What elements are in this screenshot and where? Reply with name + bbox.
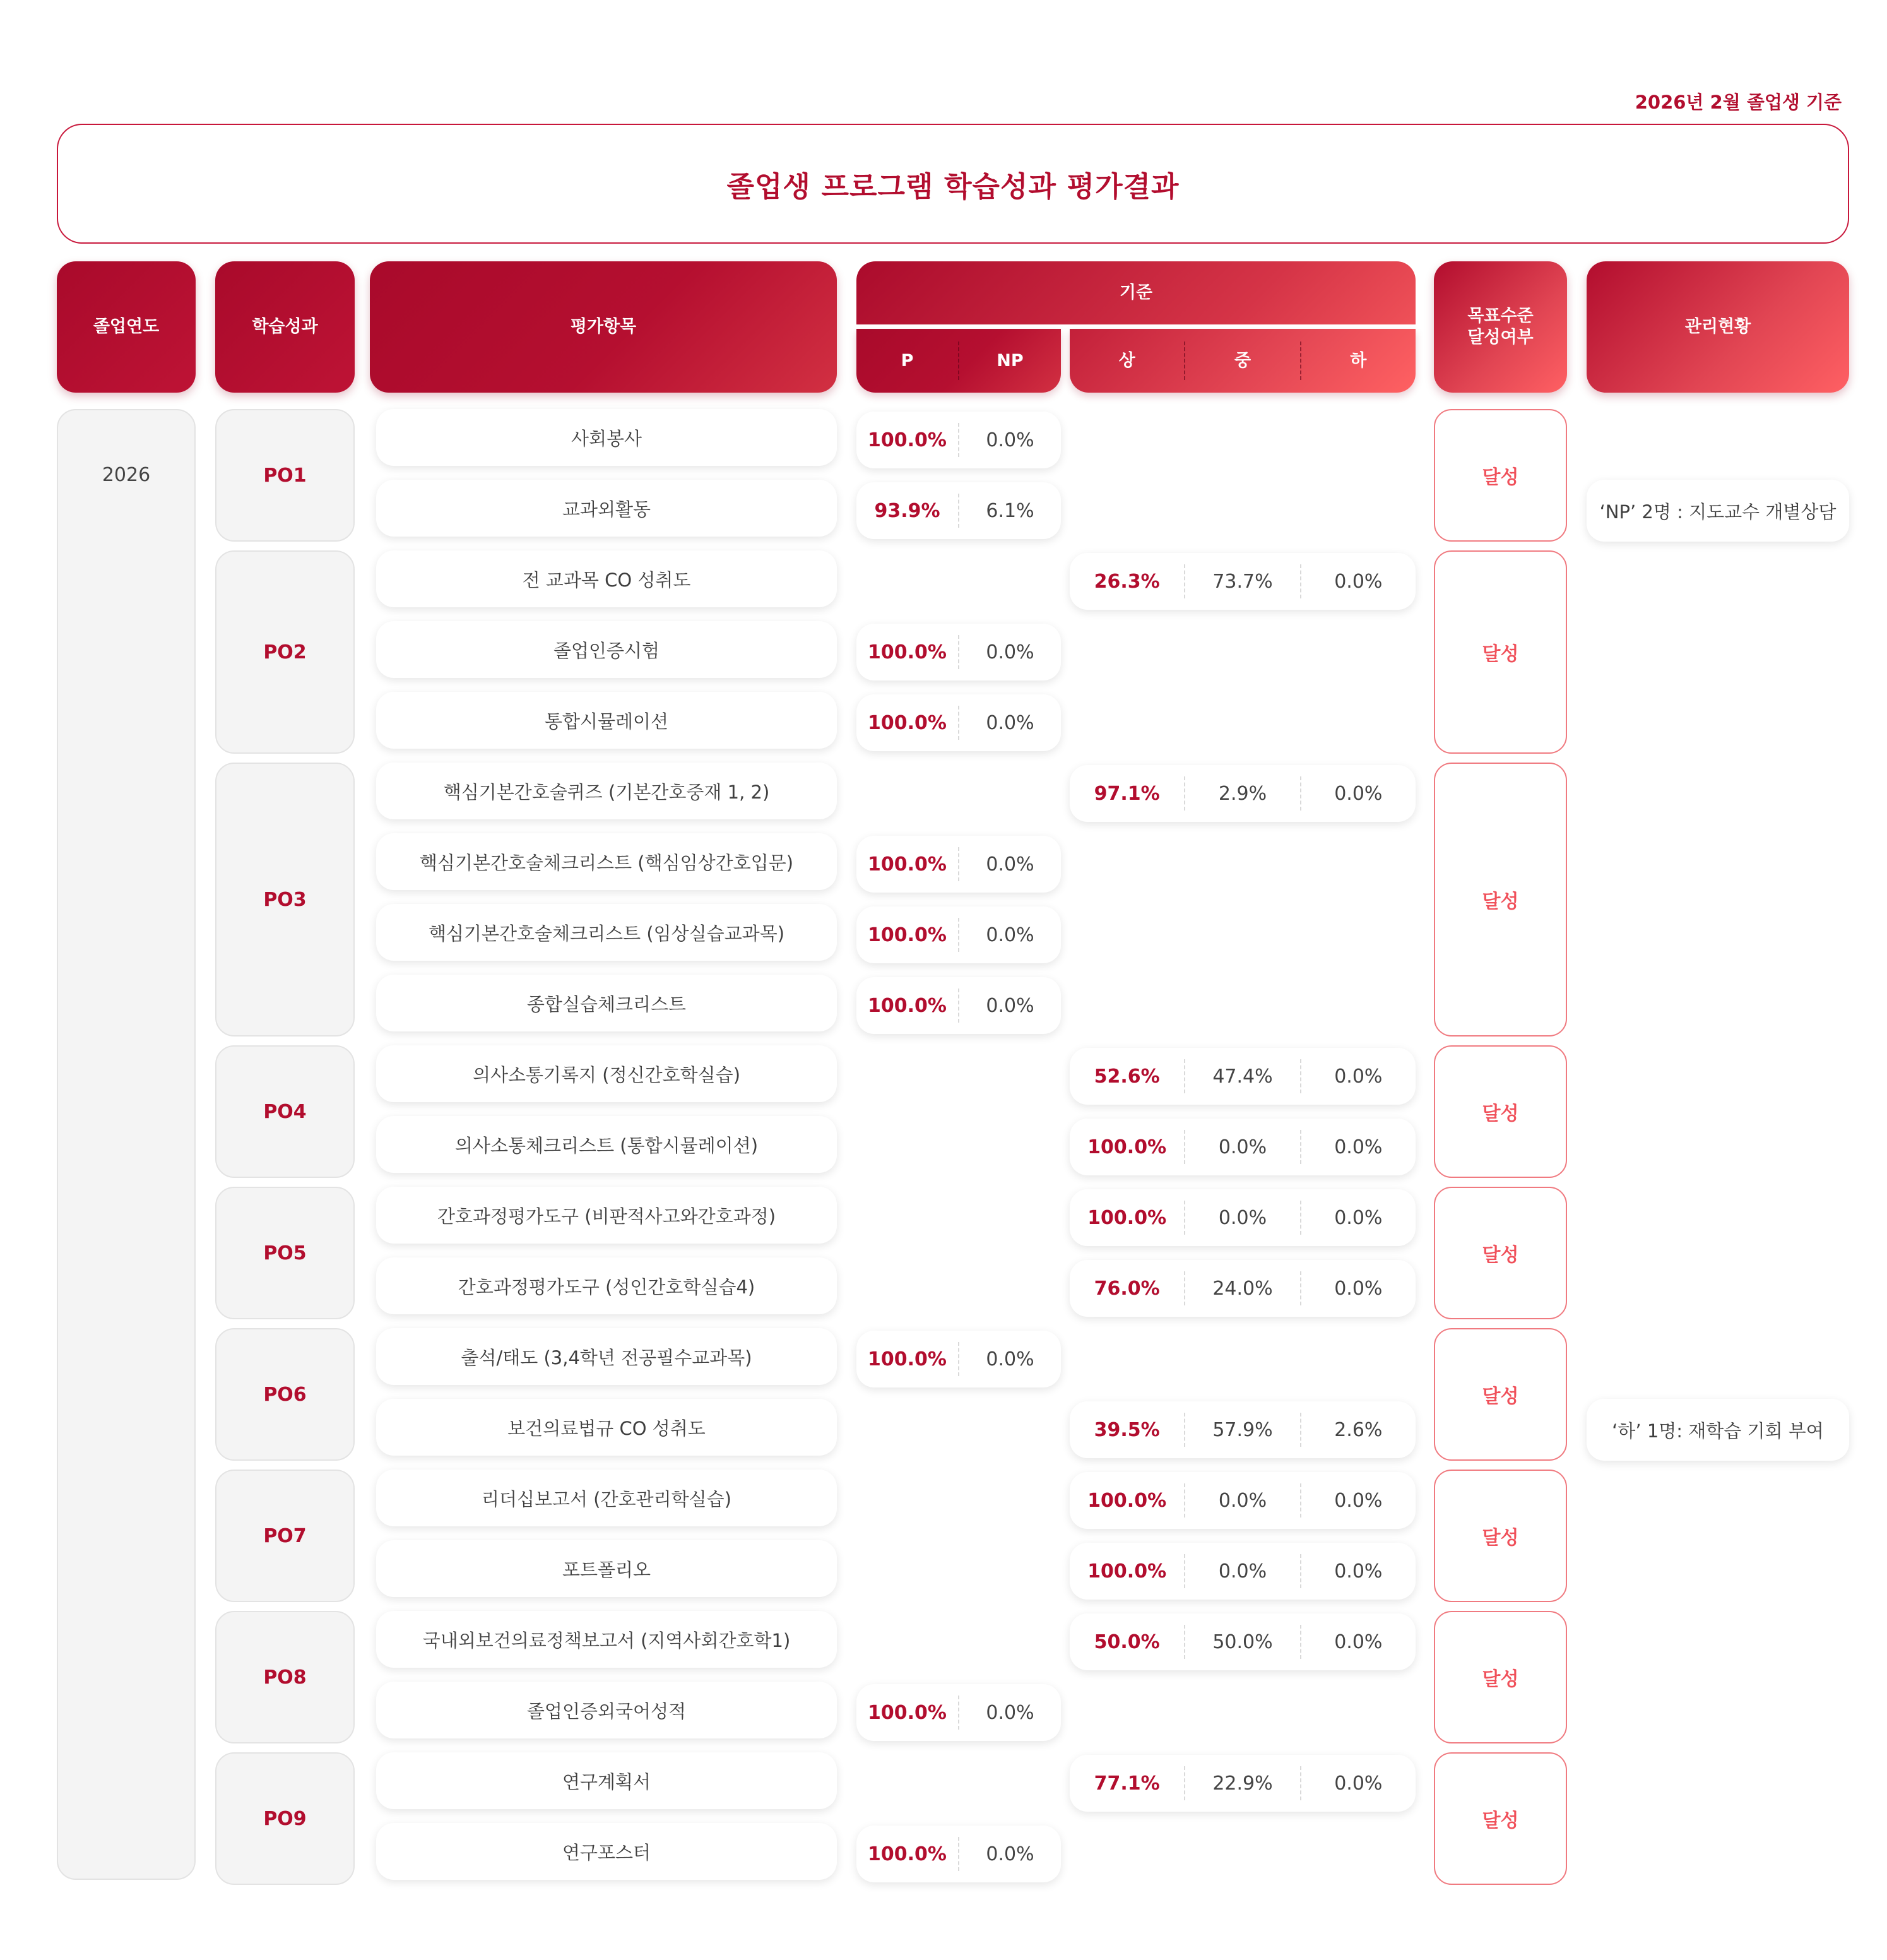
- high-rate: 100.0%: [1087, 1206, 1167, 1229]
- outcome-code-cell: PO3: [215, 763, 355, 1036]
- mid-rate: 0.0%: [1218, 1489, 1267, 1512]
- outcome-code-cell: PO9: [215, 1752, 355, 1885]
- achievement-status-cell: 달성: [1434, 409, 1567, 542]
- pnp-result-pill: [856, 412, 1061, 468]
- high-rate: 97.1%: [1094, 782, 1160, 805]
- header-outcome: 학습성과: [215, 261, 355, 393]
- low-rate: 0.0%: [1334, 1489, 1383, 1512]
- evaluation-item: 보건의료법규 CO 성취도: [376, 1399, 837, 1456]
- level-result-pill: [1070, 1189, 1416, 1246]
- evaluation-item: 핵심기본간호술퀴즈 (기본간호중재 1, 2): [376, 763, 837, 819]
- high-rate: 39.5%: [1094, 1418, 1160, 1441]
- achievement-status-cell: 달성: [1434, 1045, 1567, 1178]
- header-p: P: [901, 350, 914, 371]
- p-rate: 100.0%: [868, 1701, 947, 1724]
- mid-rate: 57.9%: [1212, 1418, 1273, 1441]
- np-rate: 6.1%: [986, 499, 1034, 522]
- pnp-result-pill: [856, 906, 1061, 963]
- high-rate: 52.6%: [1094, 1065, 1160, 1088]
- evaluation-item: 연구포스터: [376, 1823, 837, 1880]
- level-result-pill: [1070, 1260, 1416, 1317]
- evaluation-item: 의사소통기록지 (정신간호학실습): [376, 1045, 837, 1102]
- pnp-result-pill: [856, 1684, 1061, 1741]
- management-note: ‘하’ 1명: 재학습 기회 부여: [1587, 1399, 1849, 1461]
- mid-rate: 0.0%: [1218, 1560, 1267, 1583]
- np-rate: 0.0%: [986, 1348, 1034, 1370]
- evaluation-item: 교과외활동: [376, 480, 837, 537]
- evaluation-item: 졸업인증외국어성적: [376, 1682, 837, 1738]
- achievement-status-cell: 달성: [1434, 763, 1567, 1036]
- level-result-pill: [1070, 1472, 1416, 1529]
- high-rate: 100.0%: [1087, 1136, 1167, 1158]
- achievement-status-cell: 달성: [1434, 1187, 1567, 1319]
- outcome-code-cell: PO6: [215, 1328, 355, 1461]
- low-rate: 0.0%: [1334, 1560, 1383, 1583]
- pnp-result-pill: [856, 624, 1061, 680]
- np-rate: 0.0%: [986, 429, 1034, 451]
- high-rate: 77.1%: [1094, 1772, 1160, 1795]
- page-title: 졸업생 프로그램 학습성과 평가결과: [726, 169, 1180, 203]
- low-rate: 0.0%: [1334, 570, 1383, 593]
- low-rate: 0.0%: [1334, 782, 1383, 805]
- header-year: 졸업연도: [57, 261, 196, 393]
- achievement-status-cell: 달성: [1434, 1470, 1567, 1602]
- np-rate: 0.0%: [986, 641, 1034, 663]
- evaluation-item: 출석/태도 (3,4학년 전공필수교과목): [376, 1328, 837, 1385]
- outcome-code-cell: PO8: [215, 1611, 355, 1743]
- evaluation-item: 간호과정평가도구 (비판적사고와간호과정): [376, 1187, 837, 1244]
- low-rate: 0.0%: [1334, 1206, 1383, 1229]
- evaluation-item: 리더십보고서 (간호관리학실습): [376, 1470, 837, 1526]
- mid-rate: 47.4%: [1212, 1065, 1273, 1088]
- level-result-pill: [1070, 1755, 1416, 1812]
- np-rate: 0.0%: [986, 1701, 1034, 1724]
- level-result-pill: [1070, 1119, 1416, 1175]
- pnp-result-pill: [856, 1331, 1061, 1387]
- evaluation-item: 포트폴리오: [376, 1540, 837, 1597]
- achievement-status-cell: 달성: [1434, 1752, 1567, 1885]
- p-rate: 100.0%: [868, 1348, 947, 1370]
- pnp-result-pill: [856, 836, 1061, 893]
- np-rate: 0.0%: [986, 924, 1034, 946]
- p-rate: 100.0%: [868, 641, 947, 663]
- p-rate: 100.0%: [868, 924, 947, 946]
- level-result-pill: [1070, 765, 1416, 822]
- achievement-status-cell: 달성: [1434, 1611, 1567, 1743]
- achievement-status-cell: 달성: [1434, 1328, 1567, 1461]
- header-item: 평가항목: [370, 261, 837, 393]
- evaluation-item: 사회봉사: [376, 409, 837, 466]
- pnp-result-pill: [856, 1826, 1061, 1882]
- pnp-result-pill: [856, 482, 1061, 539]
- p-rate: 100.0%: [868, 1843, 947, 1865]
- low-rate: 0.0%: [1334, 1065, 1383, 1088]
- outcome-code-cell: PO4: [215, 1045, 355, 1178]
- low-rate: 0.0%: [1334, 1630, 1383, 1653]
- np-rate: 0.0%: [986, 711, 1034, 734]
- mid-rate: 0.0%: [1218, 1206, 1267, 1229]
- title-box: [57, 124, 1849, 244]
- header-target: 목표수준 달성여부: [1434, 261, 1567, 393]
- high-rate: 50.0%: [1094, 1630, 1160, 1653]
- level-result-pill: [1070, 1048, 1416, 1105]
- evaluation-item: 간호과정평가도구 (성인간호학실습4): [376, 1257, 837, 1314]
- pnp-result-pill: [856, 977, 1061, 1034]
- evaluation-item: 종합실습체크리스트: [376, 975, 837, 1031]
- evaluation-item: 졸업인증시험: [376, 621, 837, 678]
- np-rate: 0.0%: [986, 1843, 1034, 1865]
- high-rate: 100.0%: [1087, 1560, 1167, 1583]
- header-low: 하: [1350, 350, 1367, 371]
- p-rate: 100.0%: [868, 994, 947, 1017]
- np-rate: 0.0%: [986, 853, 1034, 876]
- header-high: 상: [1118, 350, 1135, 371]
- level-result-pill: [1070, 1613, 1416, 1670]
- mid-rate: 24.0%: [1212, 1277, 1273, 1300]
- mid-rate: 22.9%: [1212, 1772, 1273, 1795]
- outcome-code-cell: PO5: [215, 1187, 355, 1319]
- mid-rate: 73.7%: [1212, 570, 1273, 593]
- header-pnp-group: [856, 329, 1061, 393]
- level-result-pill: [1070, 1543, 1416, 1600]
- outcome-code-cell: PO7: [215, 1470, 355, 1602]
- np-rate: 0.0%: [986, 994, 1034, 1017]
- evaluation-item: 국내외보건의료정책보고서 (지역사회간호학1): [376, 1611, 837, 1668]
- low-rate: 2.6%: [1334, 1418, 1383, 1441]
- header-mid: 중: [1234, 350, 1251, 371]
- low-rate: 0.0%: [1334, 1772, 1383, 1795]
- mid-rate: 50.0%: [1212, 1630, 1273, 1653]
- mid-rate: 2.9%: [1218, 782, 1267, 805]
- year-cell: 2026: [57, 409, 196, 1880]
- header-management: 관리현황: [1587, 261, 1849, 393]
- evaluation-item: 핵심기본간호술체크리스트 (핵심임상간호입문): [376, 833, 837, 890]
- achievement-status-cell: 달성: [1434, 550, 1567, 754]
- evaluation-item: 핵심기본간호술체크리스트 (임상실습교과목): [376, 904, 837, 961]
- outcome-code-cell: PO1: [215, 409, 355, 542]
- evaluation-item: 연구계획서: [376, 1752, 837, 1809]
- high-rate: 76.0%: [1094, 1277, 1160, 1300]
- level-result-pill: [1070, 1401, 1416, 1458]
- evaluation-item: 전 교과목 CO 성취도: [376, 550, 837, 607]
- pnp-result-pill: [856, 694, 1061, 751]
- mid-rate: 0.0%: [1218, 1136, 1267, 1158]
- management-note: ‘NP’ 2명 : 지도교수 개별상담: [1587, 480, 1849, 542]
- high-rate: 100.0%: [1087, 1489, 1167, 1512]
- header-level-group: [1070, 329, 1416, 393]
- evaluation-item: 의사소통체크리스트 (통합시뮬레이션): [376, 1116, 837, 1173]
- header-criteria: 기준: [856, 261, 1416, 324]
- low-rate: 0.0%: [1334, 1277, 1383, 1300]
- p-rate: 100.0%: [868, 429, 947, 451]
- reference-date-note: 2026년 2월 졸업생 기준: [1635, 92, 1842, 113]
- p-rate: 100.0%: [868, 853, 947, 876]
- low-rate: 0.0%: [1334, 1136, 1383, 1158]
- p-rate: 93.9%: [874, 499, 940, 522]
- header-np: NP: [997, 350, 1024, 371]
- evaluation-item: 통합시뮬레이션: [376, 692, 837, 749]
- outcome-code-cell: PO2: [215, 550, 355, 754]
- high-rate: 26.3%: [1094, 570, 1160, 593]
- level-result-pill: [1070, 553, 1416, 610]
- p-rate: 100.0%: [868, 711, 947, 734]
